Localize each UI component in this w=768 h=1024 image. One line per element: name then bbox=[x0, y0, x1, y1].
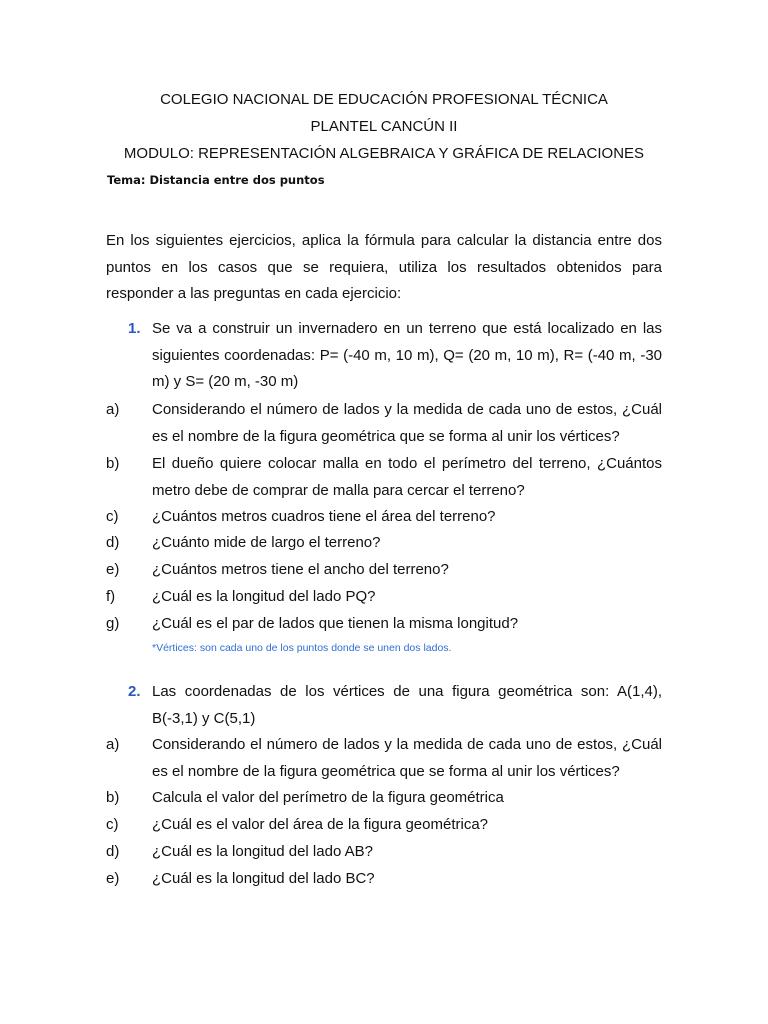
question-letter: b) bbox=[106, 789, 120, 806]
question-text: El dueño quiere colocar malla en todo el perímetro del terreno, ¿Cuántos metro debe de comprar de malla para cercar el terreno? bbox=[152, 455, 662, 499]
question-1d bbox=[106, 530, 662, 557]
question-1g bbox=[106, 611, 662, 638]
intro-paragraph: En los siguientes ejercicios, aplica la fórmula para calcular la distancia entre dos puntos en los casos que se requiera, utiliza los resultados obtenidos para responder a las preguntas en cada ejercicio: bbox=[106, 232, 662, 302]
question-2e bbox=[106, 866, 662, 893]
question-text: ¿Cuál es la longitud del lado AB? bbox=[152, 843, 373, 860]
school-name: COLEGIO NACIONAL DE EDUCACIÓN PROFESIONAL TÉCNICA bbox=[160, 91, 608, 108]
exercise-number: 1. bbox=[128, 320, 141, 337]
exercise-statement: Se va a construir un invernadero en un terreno que está localizado en las siguientes coordenadas: P= (-40 m, 10 m), Q= (20 m, 10 m), R= (-40 m, -30 m) y S= (20 m, -30 m) bbox=[152, 320, 662, 390]
question-letter: c) bbox=[106, 816, 119, 833]
question-letter: b) bbox=[106, 455, 120, 472]
topic-heading: Tema: Distancia entre dos puntos bbox=[107, 173, 325, 187]
module-title: MODULO: REPRESENTACIÓN ALGEBRAICA Y GRÁFICA DE RELACIONES bbox=[123, 145, 645, 162]
exercise-number: 2. bbox=[128, 683, 141, 700]
question-2b bbox=[106, 785, 662, 812]
question-2d bbox=[106, 839, 662, 866]
question-letter: d) bbox=[106, 843, 120, 860]
question-1c bbox=[106, 504, 662, 531]
question-text: ¿Cuál es la longitud del lado BC? bbox=[152, 870, 375, 887]
question-letter: e) bbox=[106, 561, 120, 578]
question-text: ¿Cuál es el valor del área de la figura geométrica? bbox=[152, 816, 489, 833]
question-1a bbox=[106, 397, 662, 450]
question-letter: d) bbox=[106, 534, 120, 551]
question-text: Calcula el valor del perímetro de la figura geométrica bbox=[152, 789, 504, 806]
exercise-2 bbox=[106, 679, 662, 732]
question-text: ¿Cuántos metros cuadros tiene el área del terreno? bbox=[152, 508, 496, 525]
question-letter: a) bbox=[106, 736, 120, 753]
question-2a bbox=[106, 732, 662, 785]
question-letter: f) bbox=[106, 588, 116, 605]
exercise-1 bbox=[106, 316, 662, 396]
campus-name: PLANTEL CANCÚN II bbox=[310, 118, 458, 135]
question-1f bbox=[106, 584, 662, 611]
question-letter: g) bbox=[106, 615, 120, 632]
vertices-note: *Vértices: son cada uno de los puntos donde se unen dos lados. bbox=[152, 642, 452, 654]
question-text: ¿Cuál es el par de lados que tienen la misma longitud? bbox=[152, 615, 519, 632]
question-letter: c) bbox=[106, 508, 119, 525]
question-letter: a) bbox=[106, 401, 120, 418]
question-text: Considerando el número de lados y la medida de cada uno de estos, ¿Cuál es el nombre de la figura geométrica que se forma al unir los vértices? bbox=[152, 401, 662, 445]
question-text: Considerando el número de lados y la medida de cada uno de estos, ¿Cuál es el nombre de la figura geométrica que se forma al unir los vértices? bbox=[152, 736, 662, 780]
question-1e bbox=[106, 557, 662, 584]
question-text: ¿Cuál es la longitud del lado PQ? bbox=[152, 588, 376, 605]
question-text: ¿Cuántos metros tiene el ancho del terreno? bbox=[152, 561, 449, 578]
question-letter: e) bbox=[106, 870, 120, 887]
question-text: ¿Cuánto mide de largo el terreno? bbox=[152, 534, 381, 551]
question-1b bbox=[106, 451, 662, 504]
question-2c bbox=[106, 812, 662, 839]
exercise-statement: Las coordenadas de los vértices de una figura geométrica son: A(1,4), B(-3,1) y C(5,1) bbox=[152, 683, 662, 727]
